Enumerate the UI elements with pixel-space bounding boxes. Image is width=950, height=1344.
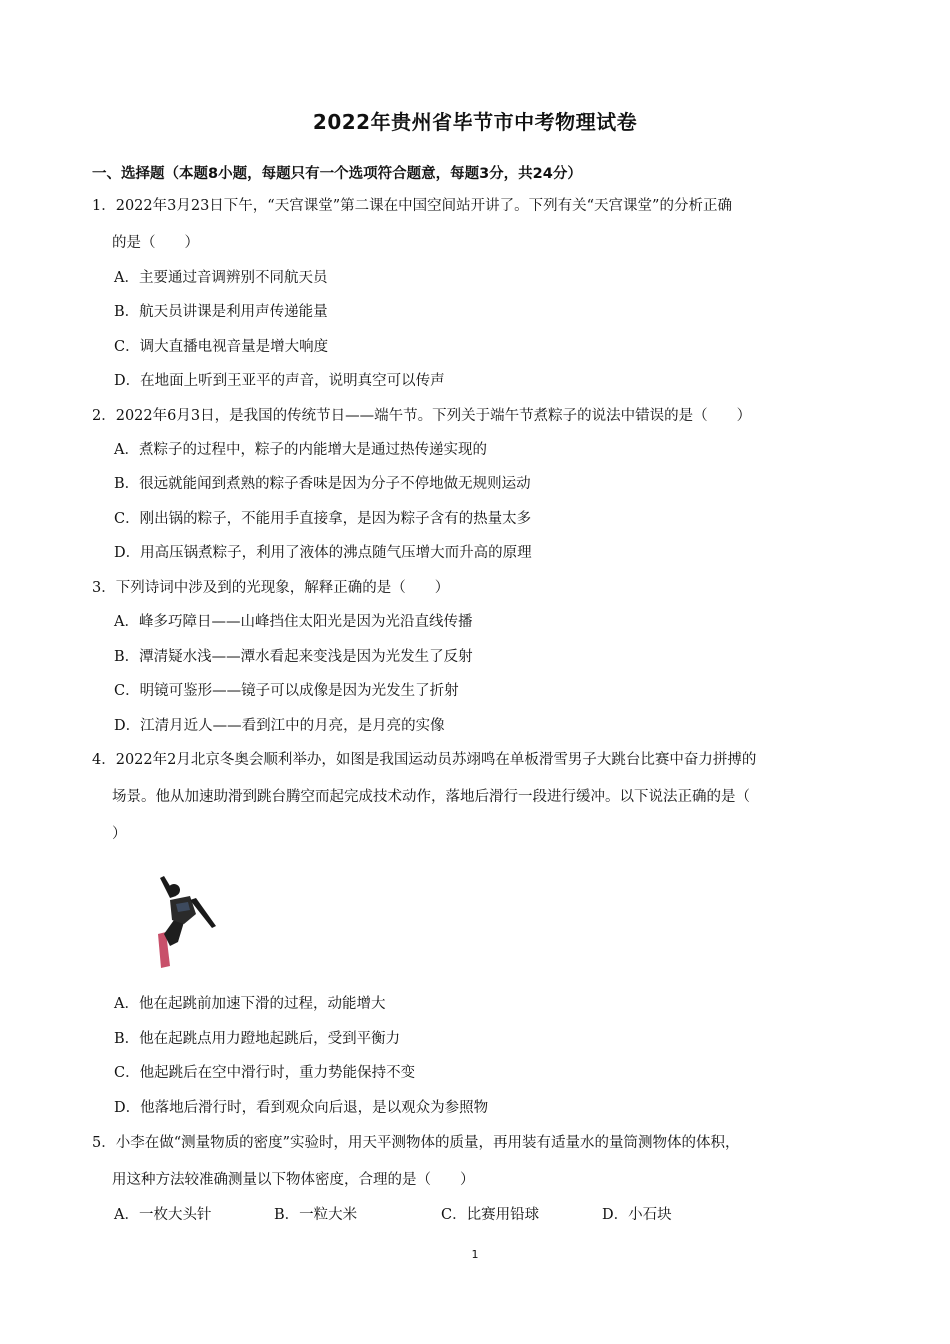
question-4-option-a: A．他在起跳前加速下滑的过程，动能增大 xyxy=(114,996,386,1012)
exam-title: 2022年贵州省毕节市中考物理试卷 xyxy=(312,110,638,134)
question-4-line-2: 场景。他从加速助滑到跳台腾空而起完成技术动作，落地后滑行一段进行缓冲。以下说法正确的是（ xyxy=(112,789,750,805)
question-4-line-1: 4．2022年2月北京冬奥会顺利举办，如图是我国运动员苏翊鸣在单板滑雪男子大跳台比赛中奋力拼搏的 xyxy=(92,752,757,768)
question-1-line-2: 的是（ ） xyxy=(112,235,199,251)
question-5-option-c: C．比赛用铅球 xyxy=(441,1207,540,1223)
question-5-option-d: D．小石块 xyxy=(602,1207,672,1223)
question-5-line-2: 用这种方法较准确测量以下物体密度，合理的是（ ） xyxy=(112,1172,475,1188)
snowboarder-image xyxy=(150,870,220,970)
question-1-option-a: A．主要通过音调辨别不同航天员 xyxy=(114,270,328,286)
question-3-option-b: B．潭清疑水浅——潭水看起来变浅是因为光发生了反射 xyxy=(114,649,473,665)
question-2-option-d: D．用高压锅煮粽子，利用了液体的沸点随气压增大而升高的原理 xyxy=(114,545,532,561)
question-2-line-1: 2．2022年6月3日，是我国的传统节日——端午节。下列关于端午节煮粽子的说法中错误的是（ ） xyxy=(92,408,752,424)
question-5-options xyxy=(114,1205,814,1225)
snowboarder-figure xyxy=(150,870,220,970)
section-heading: 一、选择题（本题8小题，每题只有一个选项符合题意，每题3分，共24分） xyxy=(92,166,582,182)
question-1-line-1: 1．2022年3月23日下午，“天宫课堂”第二课在中国空间站开讲了。下列有关“天宫课堂”的分析正确 xyxy=(92,198,732,214)
question-3-line-1: 3．下列诗词中涉及到的光现象，解释正确的是（ ） xyxy=(92,580,450,596)
question-5-option-a: A．一枚大头针 xyxy=(114,1207,212,1223)
question-3-option-d: D．江清月近人——看到江中的月亮，是月亮的实像 xyxy=(114,718,445,734)
page-number: 1 xyxy=(471,1248,479,1261)
question-1-option-d: D．在地面上听到王亚平的声音，说明真空可以传声 xyxy=(114,373,445,389)
question-3-option-a: A．峰多巧障日——山峰挡住太阳光是因为光沿直线传播 xyxy=(114,614,473,630)
question-3-option-c: C．明镜可鉴形——镜子可以成像是因为光发生了折射 xyxy=(114,683,459,699)
question-2-option-a: A．煮粽子的过程中，粽子的内能增大是通过热传递实现的 xyxy=(114,442,487,458)
question-4-line-3: ） xyxy=(112,826,127,842)
question-1-option-b: B．航天员讲课是利用声传递能量 xyxy=(114,304,328,320)
question-5-option-b: B．一粒大米 xyxy=(274,1207,358,1223)
question-4-option-b: B．他在起跳点用力蹬地起跳后，受到平衡力 xyxy=(114,1031,401,1047)
question-1-option-c: C．调大直播电视音量是增大响度 xyxy=(114,339,329,355)
question-2-option-c: C．刚出锅的粽子，不能用手直接拿，是因为粽子含有的热量太多 xyxy=(114,511,532,527)
question-4-option-d: D．他落地后滑行时，看到观众向后退，是以观众为参照物 xyxy=(114,1100,489,1116)
question-4-option-c: C．他起跳后在空中滑行时，重力势能保持不变 xyxy=(114,1065,416,1081)
question-2-option-b: B．很远就能闻到煮熟的粽子香味是因为分子不停地做无规则运动 xyxy=(114,476,531,492)
question-5-line-1: 5．小李在做“测量物质的密度”实验时，用天平测物体的质量，再用装有适量水的量筒测物体的体积， xyxy=(92,1135,740,1151)
